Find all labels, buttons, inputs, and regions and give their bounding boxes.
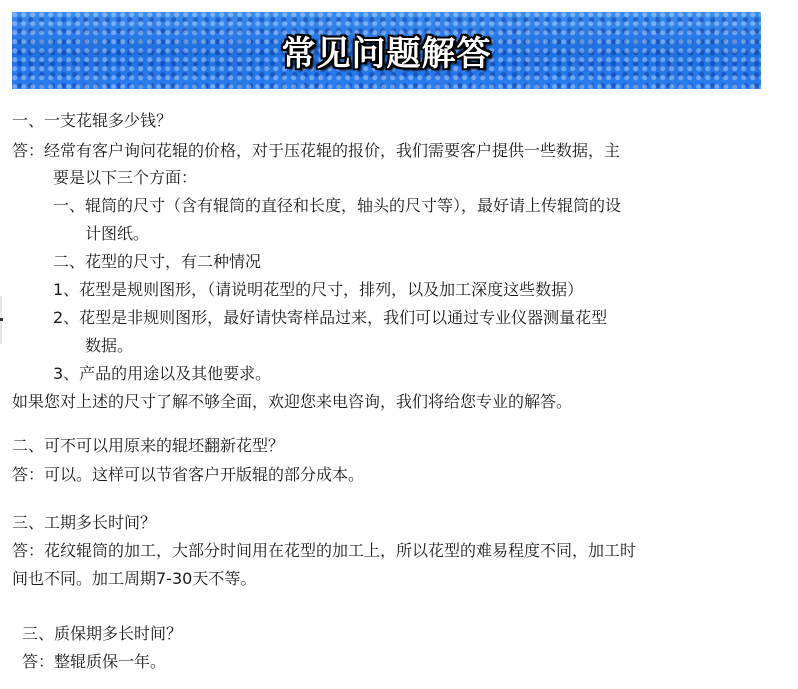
faq-answer: 答：经常有客户询问花辊的价格，对于压花辊的报价，我们需要客户提供一些数据，主	[12, 141, 621, 160]
faq-answer: 答：整辊质保一年。	[22, 652, 167, 671]
page-title: 常见问题解答	[281, 34, 492, 74]
faq-question: 一、一支花辊多少钱？	[12, 111, 173, 130]
faq-question: 二、可不可以用原来的辊坯翻新花型？	[12, 436, 285, 455]
faq-subpoint-cont: 数据。	[85, 336, 134, 355]
faq-answer-cont: 要是以下三个方面：	[53, 168, 198, 187]
faq-point-cont: 计图纸。	[85, 224, 150, 243]
faq-subpoint: 2、花型是非规则图形，最好请快寄样品过来，我们可以通过专业仪器测量花型	[53, 308, 608, 327]
faq-question: 三、质保期多长时间？	[22, 624, 183, 643]
faq-answer: 答：花纹辊筒的加工，大部分时间用在花型的加工上，所以花型的难易程度不同，加工时	[12, 541, 637, 560]
faq-point: 一、辊筒的尺寸（含有辊筒的直径和长度，轴头的尺寸等），最好请上传辊筒的设	[53, 196, 622, 215]
faq-closing: 如果您对上述的尺寸了解不够全面，欢迎您来电咨询，我们将给您专业的解答。	[12, 392, 573, 411]
faq-answer: 答：可以。这样可以节省客户开版辊的部分成本。	[12, 465, 365, 484]
title-banner	[12, 12, 761, 89]
faq-subpoint: 1、花型是规则图形，（请说明花型的尺寸，排列，以及加工深度这些数据）	[53, 280, 584, 299]
faq-subpoint: 3、产品的用途以及其他要求。	[53, 364, 272, 383]
faq-question: 三、工期多长时间？	[12, 513, 157, 532]
faq-answer-cont: 间也不同。加工周期7-30天不等。	[12, 569, 257, 588]
edge-marker	[0, 318, 3, 321]
faq-point: 二、花型的尺寸，有二种情况	[53, 252, 262, 271]
